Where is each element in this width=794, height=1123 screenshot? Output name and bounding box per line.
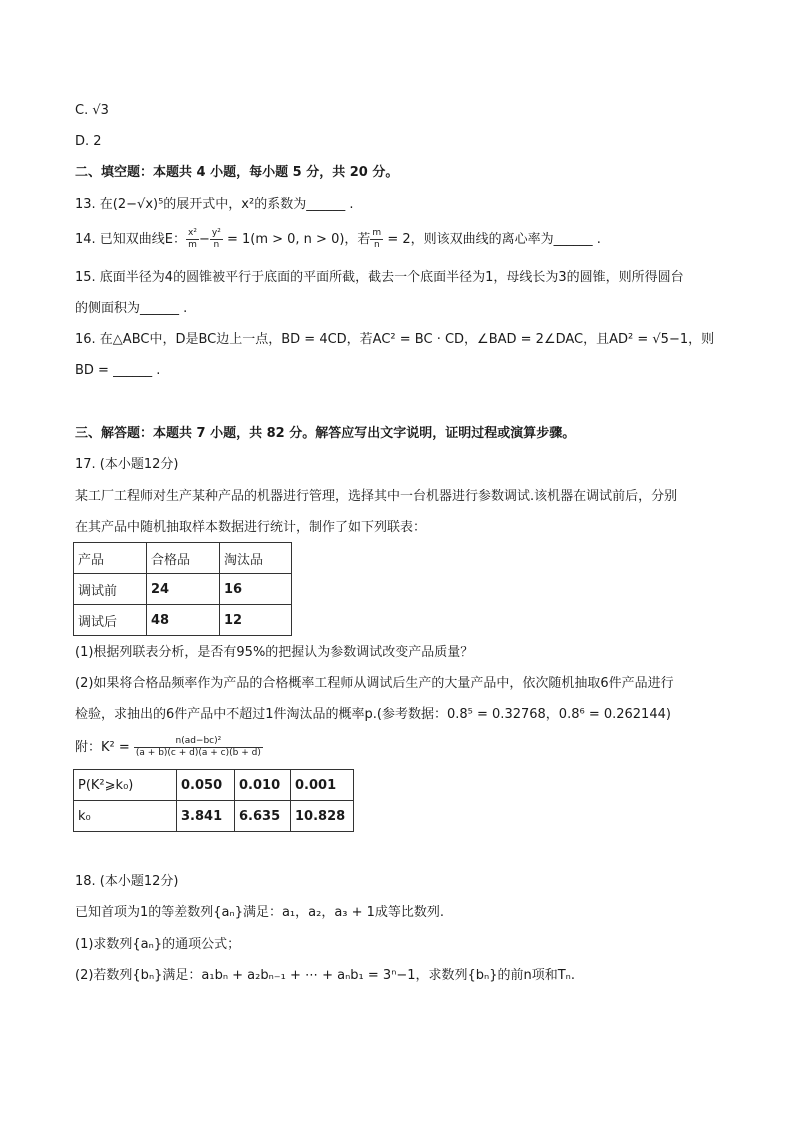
- question-17-part2-line1: (2)如果将合格品频率作为产品的合格概率工程师从调试后生产的大量产品中，依次随机抽取6件产品进行: [75, 676, 674, 691]
- table-cell: 16: [220, 574, 292, 605]
- table-row: [74, 770, 354, 801]
- table-cell: 12: [220, 605, 292, 636]
- section-fill-in-heading: 二、填空题：本题共 4 小题，每小题 5 分，共 20 分。: [75, 165, 399, 180]
- table-row: [74, 605, 292, 636]
- question-17-text1: 某工厂工程师对生产某种产品的机器进行管理，选择其中一台机器进行参数调试.该机器在调试前后，分别: [75, 489, 678, 504]
- question-14: 14. 已知双曲线E： $\frac{\text{x²}}{m}$ − $\frac{\text{y²}}{n}$ = 1(m > 0, n > 0)，若 $\frac{m}{n}$ = 2，则该双曲线的离心率为______ .: [75, 228, 601, 250]
- table-row: [74, 801, 354, 832]
- table-header-cell: 淘汰品: [220, 543, 292, 574]
- question-17-title: 17. (本小题12分): [75, 457, 179, 472]
- option-d: D. 2: [75, 134, 102, 149]
- table-header-cell: 合格品: [147, 543, 220, 574]
- q14-suffix: = 2，则该双曲线的离心率为______ .: [383, 232, 601, 247]
- section-solution-heading: 三、解答题：本题共 7 小题，共 82 分。解答应写出文字说明，证明过程或演算步骤。: [75, 426, 576, 441]
- question-18-text: 已知首项为1的等差数列{aₙ}满足：a₁，a₂，a₃ + 1成等比数列.: [75, 905, 445, 920]
- question-15-line1: 15. 底面半径为4的圆锥被平行于底面的平面所截，截去一个底面半径为1，母线长为3的圆锥，则所得圆台: [75, 270, 684, 285]
- critical-value-table: [73, 769, 354, 832]
- table-header-row: [74, 543, 292, 574]
- question-18-part2: (2)若数列{bₙ}满足：a₁bₙ + a₂bₙ₋₁ + ⋯ + aₙb₁ = 3ⁿ−1，求数列{bₙ}的前n项和Tₙ.: [75, 968, 575, 983]
- table-cell: 0.010: [235, 770, 291, 801]
- question-16-line1: 16. 在△ABC中，D是BC边上一点，BD = 4CD，若AC² = BC · CD，∠BAD = 2∠DAC，且AD² = √5−1，则: [75, 332, 715, 347]
- question-13: 13. 在(2−√x)⁵的展开式中，x²的系数为______ .: [75, 197, 354, 212]
- question-17-text2: 在其产品中随机抽取样本数据进行统计，制作了如下列联表：: [75, 520, 427, 535]
- question-17-part2-line2: 检验，求抽出的6件产品中不超过1件淘汰品的概率p.(参考数据：0.8⁵ = 0.32768，0.8⁶ = 0.262144): [75, 707, 671, 722]
- option-c: C. √3: [75, 103, 109, 118]
- question-16-line2: BD = ______ .: [75, 363, 161, 378]
- table-cell: k₀: [74, 801, 177, 832]
- table-cell: 10.828: [291, 801, 354, 832]
- table-cell: 24: [147, 574, 220, 605]
- question-15-line2: 的侧面积为______ .: [75, 301, 188, 316]
- table-cell: 48: [147, 605, 220, 636]
- q14-frac3-den: n: [373, 240, 380, 250]
- k-squared-formula: [75, 736, 263, 759]
- table-cell: 6.635: [235, 801, 291, 832]
- q14-prefix: 14. 已知双曲线E：: [75, 232, 187, 247]
- table-header-cell: 产品: [74, 543, 147, 574]
- table-cell: 0.001: [291, 770, 354, 801]
- table-cell: 调试后: [74, 605, 147, 636]
- question-18-title: 18. (本小题12分): [75, 874, 179, 889]
- table-cell: 0.050: [177, 770, 235, 801]
- table-cell: 3.841: [177, 801, 235, 832]
- formula-numerator: n(ad−bc)²: [134, 736, 263, 748]
- q14-middle: = 1(m > 0, n > 0)，若: [222, 232, 371, 247]
- q14-frac2-den: n: [213, 240, 220, 250]
- table-cell: 调试前: [74, 574, 147, 605]
- q14-fraction-y: [210, 228, 223, 251]
- formula-prefix: 附：K² =: [75, 740, 134, 755]
- question-18-part1: (1)求数列{aₙ}的通项公式；: [75, 937, 241, 952]
- contingency-table: [73, 542, 292, 636]
- table-row: [74, 574, 292, 605]
- q14-frac2-num: y²: [211, 228, 221, 238]
- q14-fraction-x: [186, 228, 199, 251]
- q14-frac3-num: m: [372, 228, 382, 238]
- q14-frac1-num: x²: [188, 228, 197, 238]
- formula-denominator: (a + b)(c + d)(a + c)(b + d): [135, 748, 261, 758]
- q14-frac1-den: m: [188, 240, 197, 250]
- table-cell: P(K²⩾k₀): [74, 770, 177, 801]
- q14-fraction-mn: [370, 228, 383, 251]
- question-17-part1: (1)根据列联表分析，是否有95%的把握认为参数调试改变产品质量？: [75, 645, 474, 660]
- formula-fraction: [134, 736, 263, 759]
